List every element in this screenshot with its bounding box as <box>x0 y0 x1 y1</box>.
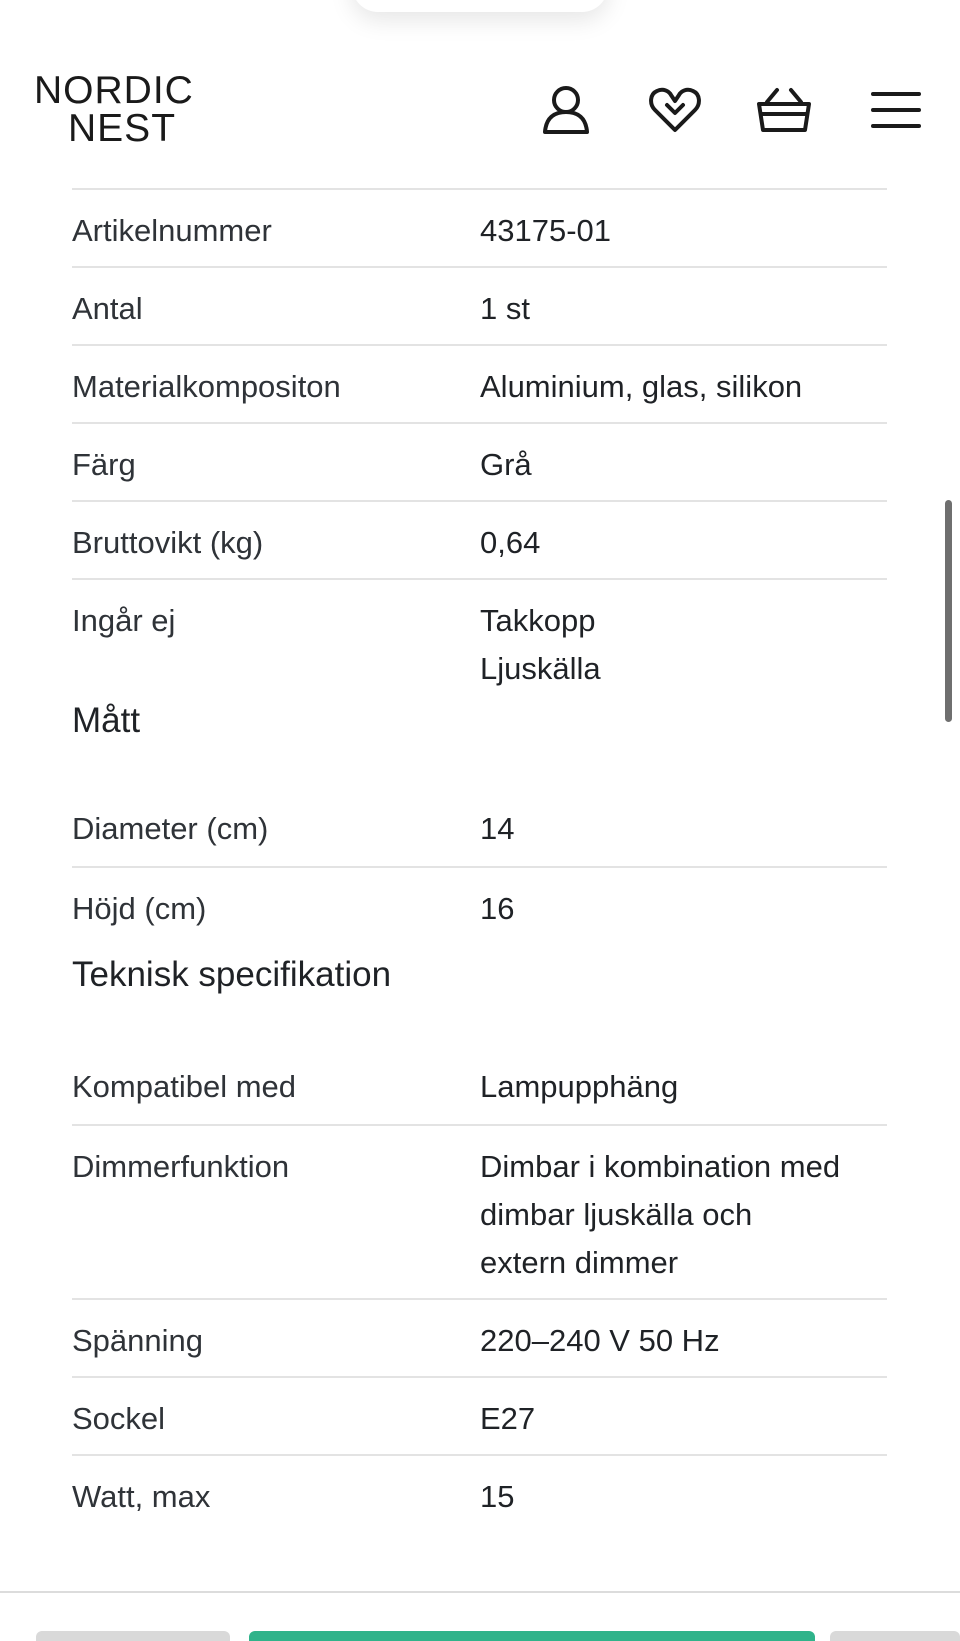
spec-row <box>72 188 887 266</box>
nordic-nest-logo[interactable] <box>34 69 224 150</box>
heart-icon <box>647 85 703 135</box>
product-specifications <box>72 188 887 1532</box>
spec-label: Spänning <box>72 1323 204 1358</box>
spec-label: Sockel <box>72 1401 166 1436</box>
spec-value: 1 st <box>480 291 530 326</box>
spec-value: 14 <box>480 811 515 846</box>
section-title-dimensions: Mått <box>72 701 141 740</box>
spec-label: Bruttovikt (kg) <box>72 525 264 560</box>
section-title-technical: Teknisk specifikation <box>72 955 392 994</box>
spec-value: Lampupphäng <box>480 1069 679 1104</box>
spec-value: Grå <box>480 447 532 482</box>
spec-label: Antal <box>72 291 143 326</box>
account-button[interactable] <box>536 80 596 140</box>
spec-label: Diameter (cm) <box>72 811 269 846</box>
cart-button[interactable] <box>754 80 814 140</box>
spec-row <box>72 1376 887 1454</box>
logo-line-2: NEST <box>68 107 177 150</box>
spec-row <box>72 1298 887 1376</box>
spec-row <box>72 1124 887 1298</box>
spec-label: Höjd (cm) <box>72 891 207 926</box>
sticky-bottom-bar <box>0 1591 960 1635</box>
site-header <box>0 40 960 180</box>
spec-value: 220–240 V 50 Hz <box>480 1323 720 1358</box>
spec-label: Dimmerfunktion <box>72 1149 290 1184</box>
spec-row <box>72 422 887 500</box>
spec-row <box>72 788 887 866</box>
spec-value: 0,64 <box>480 525 541 560</box>
spec-row <box>72 266 887 344</box>
spec-value: E27 <box>480 1401 536 1436</box>
spec-row <box>72 1046 887 1124</box>
menu-icon <box>870 88 922 132</box>
spec-value: 16 <box>480 891 515 926</box>
menu-button[interactable] <box>866 80 926 140</box>
wishlist-button[interactable] <box>645 80 705 140</box>
user-icon <box>540 82 592 138</box>
spec-value: Dimbar i kombination med dimbar ljuskälla och extern dimmer <box>480 1149 841 1280</box>
spec-value: Aluminium, glas, silikon <box>480 369 803 404</box>
spec-row <box>72 1454 887 1532</box>
spec-label: Färg <box>72 447 136 482</box>
spec-label: Kompatibel med <box>72 1069 297 1104</box>
spec-value: 43175-01 <box>480 213 612 248</box>
spec-row <box>72 500 887 578</box>
spec-value: Takkopp Ljuskälla <box>480 603 601 686</box>
spec-label: Watt, max <box>72 1479 211 1514</box>
spec-label: Artikelnummer <box>72 213 272 248</box>
basket-icon <box>755 84 813 136</box>
page-scrollbar[interactable] <box>945 500 952 722</box>
spec-label: Materialkompositon <box>72 369 341 404</box>
spec-value: 15 <box>480 1479 515 1514</box>
logo-line-1: NORDIC <box>34 69 194 112</box>
top-browser-pill <box>352 0 608 12</box>
spec-row <box>72 344 887 422</box>
spec-row <box>72 578 887 704</box>
spec-label: Ingår ej <box>72 603 176 638</box>
